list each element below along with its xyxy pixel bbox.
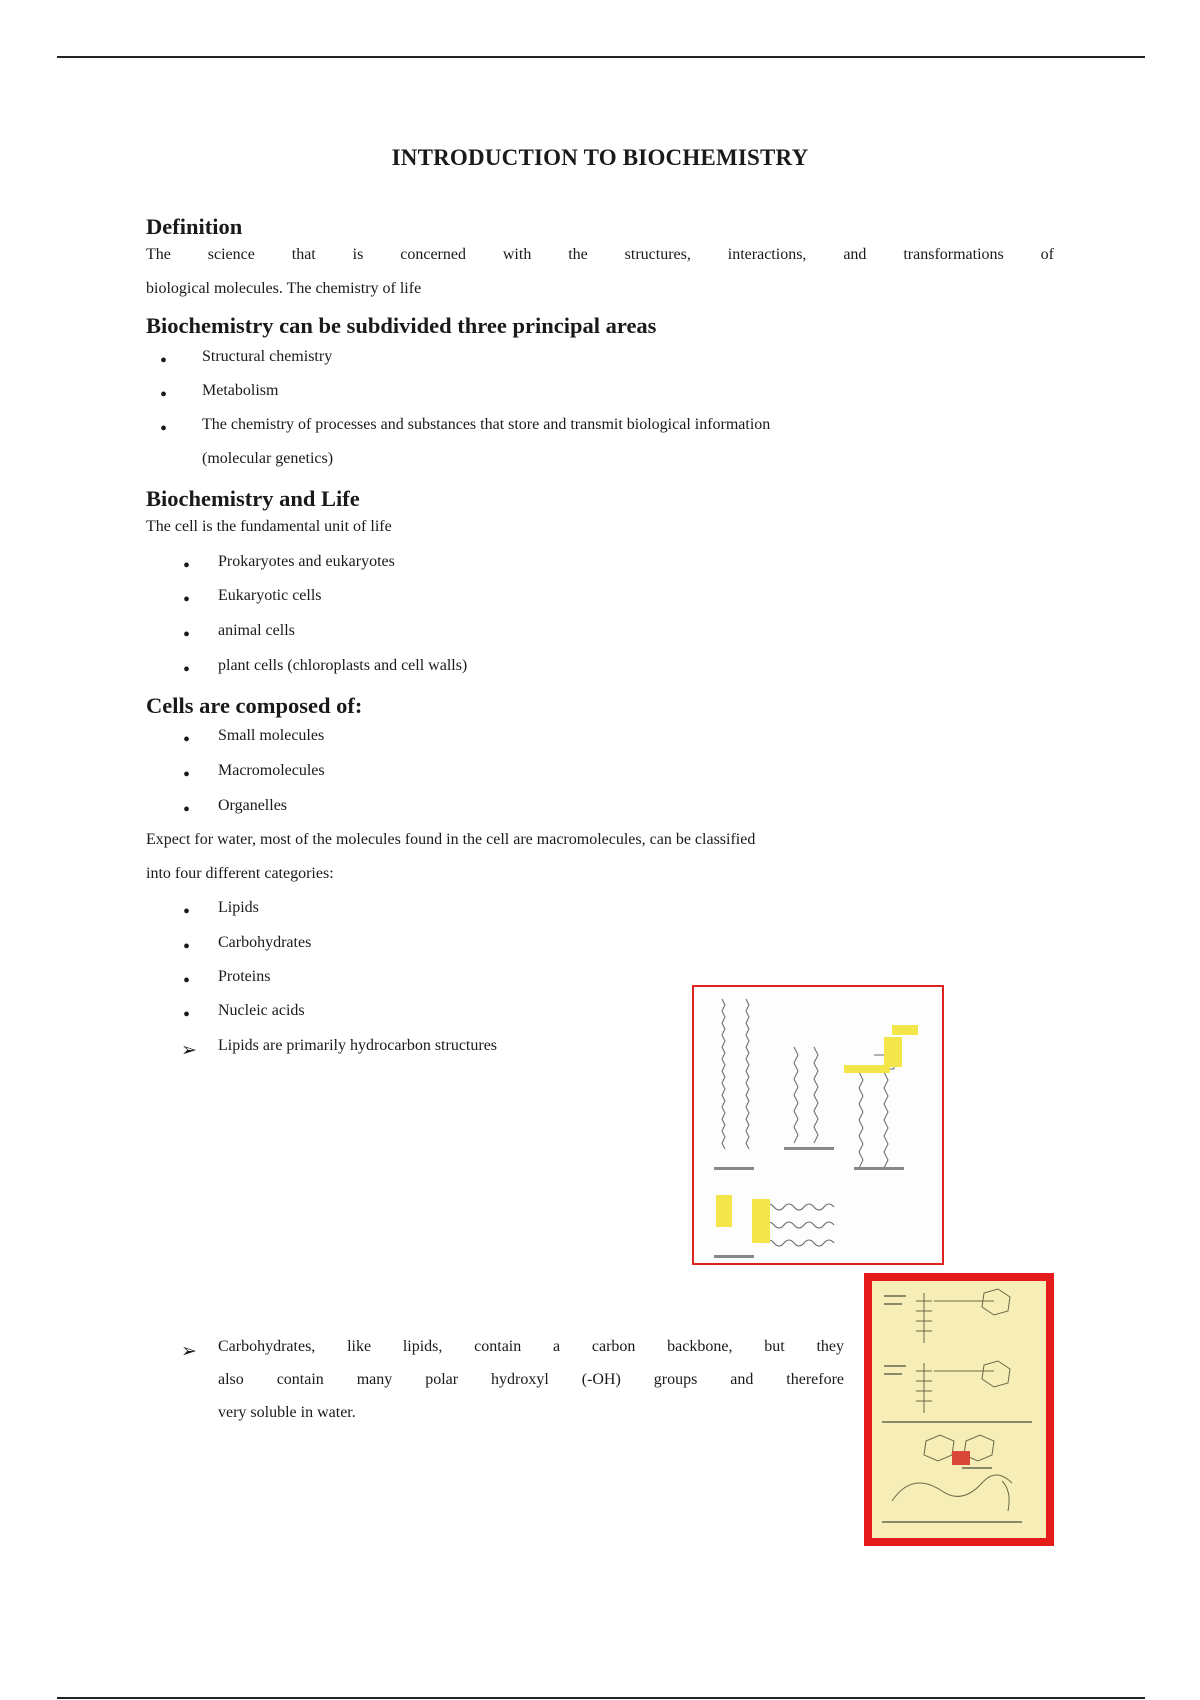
bullet-icon: •: [183, 624, 191, 646]
areas-heading: Biochemistry can be subdivided three principal areas: [146, 313, 657, 338]
carbs-note-line1: Carbohydrates, like lipids, contain a carbon backbone, but they: [218, 1338, 844, 1355]
life-item-4: plant cells (chloroplasts and cell walls): [218, 657, 468, 674]
category-proteins: Proteins: [218, 968, 271, 985]
arrow-bullet-icon: ➢: [181, 1341, 197, 1362]
bullet-icon: •: [183, 659, 191, 681]
bullet-icon: •: [183, 901, 191, 923]
bullet-icon: •: [183, 936, 191, 958]
bullet-icon: •: [183, 1004, 191, 1026]
carbohydrate-structures-figure: [864, 1273, 1054, 1546]
lipids-note: Lipids are primarily hydrocarbon structures: [218, 1037, 498, 1054]
lipid-structures-figure: [692, 985, 944, 1265]
top-rule: [57, 56, 1145, 58]
category-carbohydrates: Carbohydrates: [218, 934, 312, 951]
bullet-icon: •: [183, 970, 191, 992]
category-nucleic-acids: Nucleic acids: [218, 1002, 305, 1019]
bullet-icon: •: [183, 555, 191, 577]
life-heading: Biochemistry and Life: [146, 486, 360, 511]
life-intro: The cell is the fundamental unit of life: [146, 518, 392, 535]
carbohydrate-structures-drawing: [872, 1281, 1046, 1538]
bullet-icon: •: [183, 764, 191, 786]
bottom-rule: [57, 1697, 1145, 1699]
cells-item-2: Macromolecules: [218, 762, 325, 779]
lipid-structures-drawing: [694, 987, 942, 1263]
cells-para-line1: Expect for water, most of the molecules found in the cell are macromolecules, can be classified: [146, 831, 756, 848]
cells-para-line2: into four different categories:: [146, 865, 334, 882]
life-item-3: animal cells: [218, 622, 295, 639]
definition-heading: Definition: [146, 214, 243, 239]
bullet-icon: •: [160, 418, 168, 440]
cells-item-3: Organelles: [218, 797, 288, 814]
arrow-bullet-icon: ➢: [181, 1040, 197, 1061]
carbs-note-line2: also contain many polar hydroxyl (-OH) groups and therefore: [218, 1371, 844, 1388]
bullet-icon: •: [183, 799, 191, 821]
definition-text-line1: The science that is concerned with the structures, interactions, and transformations of: [146, 246, 1054, 263]
cells-heading: Cells are composed of:: [146, 693, 363, 718]
areas-item-3: The chemistry of processes and substances that store and transmit biological information: [202, 416, 771, 433]
category-lipids: Lipids: [218, 899, 259, 916]
document-title: INTRODUCTION TO BIOCHEMISTRY: [391, 145, 809, 170]
definition-text-line2: biological molecules. The chemistry of life: [146, 280, 422, 297]
areas-item-1: Structural chemistry: [202, 348, 333, 365]
areas-item-3-cont: (molecular genetics): [202, 450, 334, 467]
bullet-icon: •: [183, 729, 191, 751]
carbs-note-line3: very soluble in water.: [218, 1404, 356, 1421]
life-item-1: Prokaryotes and eukaryotes: [218, 553, 395, 570]
areas-item-2: Metabolism: [202, 382, 279, 399]
bullet-icon: •: [160, 384, 168, 406]
bullet-icon: •: [183, 589, 191, 611]
cells-item-1: Small molecules: [218, 727, 325, 744]
bullet-icon: •: [160, 350, 168, 372]
life-item-2: Eukaryotic cells: [218, 587, 322, 604]
